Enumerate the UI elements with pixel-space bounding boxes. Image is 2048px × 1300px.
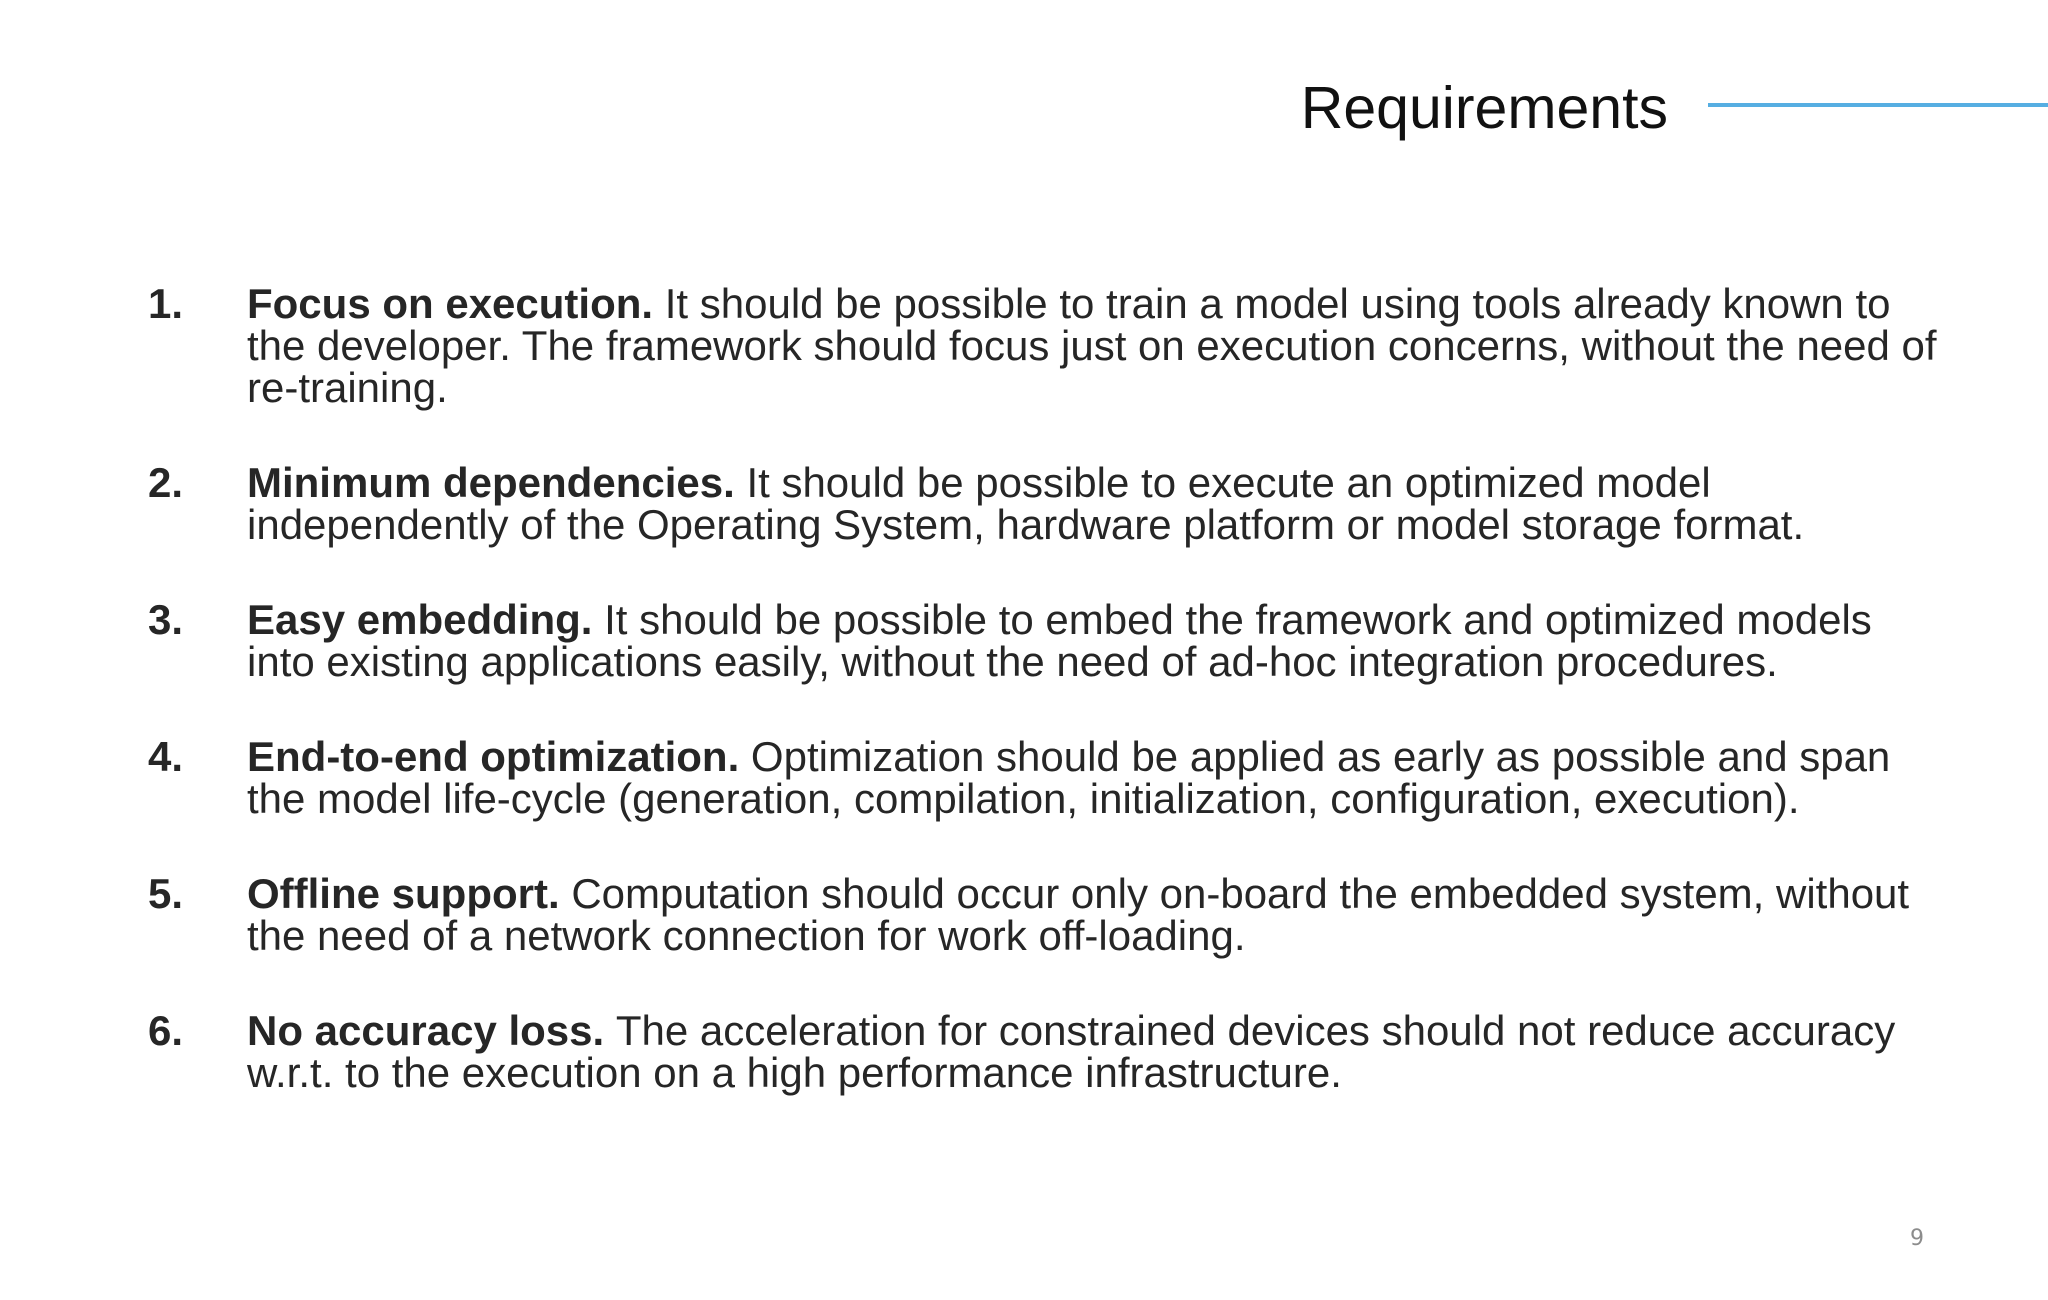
slide-title: Requirements (1300, 75, 1668, 141)
requirement-number: 1. (148, 280, 184, 327)
requirement-heading: Focus on execution. (247, 280, 665, 327)
requirement-heading: Offline support. (247, 870, 572, 917)
requirement-text: Optimization should be applied as early as possible and span the model life-cycle (generation, compilation, initialization, configuration, execution). (247, 733, 1891, 822)
requirement-number: 3. (148, 596, 184, 643)
requirement-text: It should be possible to execute an optimized model independently of the Operating System, hardware platform or model storage format. (247, 459, 1805, 548)
requirement-item (148, 459, 1938, 548)
requirement-item (148, 733, 1938, 822)
requirement-heading: Easy embedding. (247, 596, 605, 643)
requirement-item (148, 280, 1938, 411)
requirement-number: 6. (148, 1007, 184, 1054)
requirement-heading: End-to-end optimization. (247, 733, 751, 780)
requirement-number: 4. (148, 733, 184, 780)
title-accent-rule (1708, 103, 2048, 107)
requirements-list (148, 280, 1938, 1147)
requirement-item (148, 1007, 1938, 1096)
requirement-item (148, 870, 1938, 959)
requirement-text: Computation should occur only on-board the embedded system, without the need of a network connection for work off-loading. (247, 870, 1910, 959)
requirement-number: 5. (148, 870, 184, 917)
requirement-number: 2. (148, 459, 184, 506)
requirement-item (148, 596, 1938, 685)
requirement-text: The acceleration for constrained devices should not reduce accuracy w.r.t. to the execution on a high performance infrastructure. (247, 1007, 1896, 1096)
page-number: 9 (1910, 1226, 1924, 1251)
requirement-heading: Minimum dependencies. (247, 459, 747, 506)
requirement-heading: No accuracy loss. (247, 1007, 616, 1054)
requirement-text: It should be possible to embed the framework and optimized models into existing applications easily, without the need of ad-hoc integration procedures. (247, 596, 1872, 685)
requirement-text: It should be possible to train a model using tools already known to the developer. The framework should focus just on execution concerns, without the need of re-training. (247, 280, 1937, 411)
